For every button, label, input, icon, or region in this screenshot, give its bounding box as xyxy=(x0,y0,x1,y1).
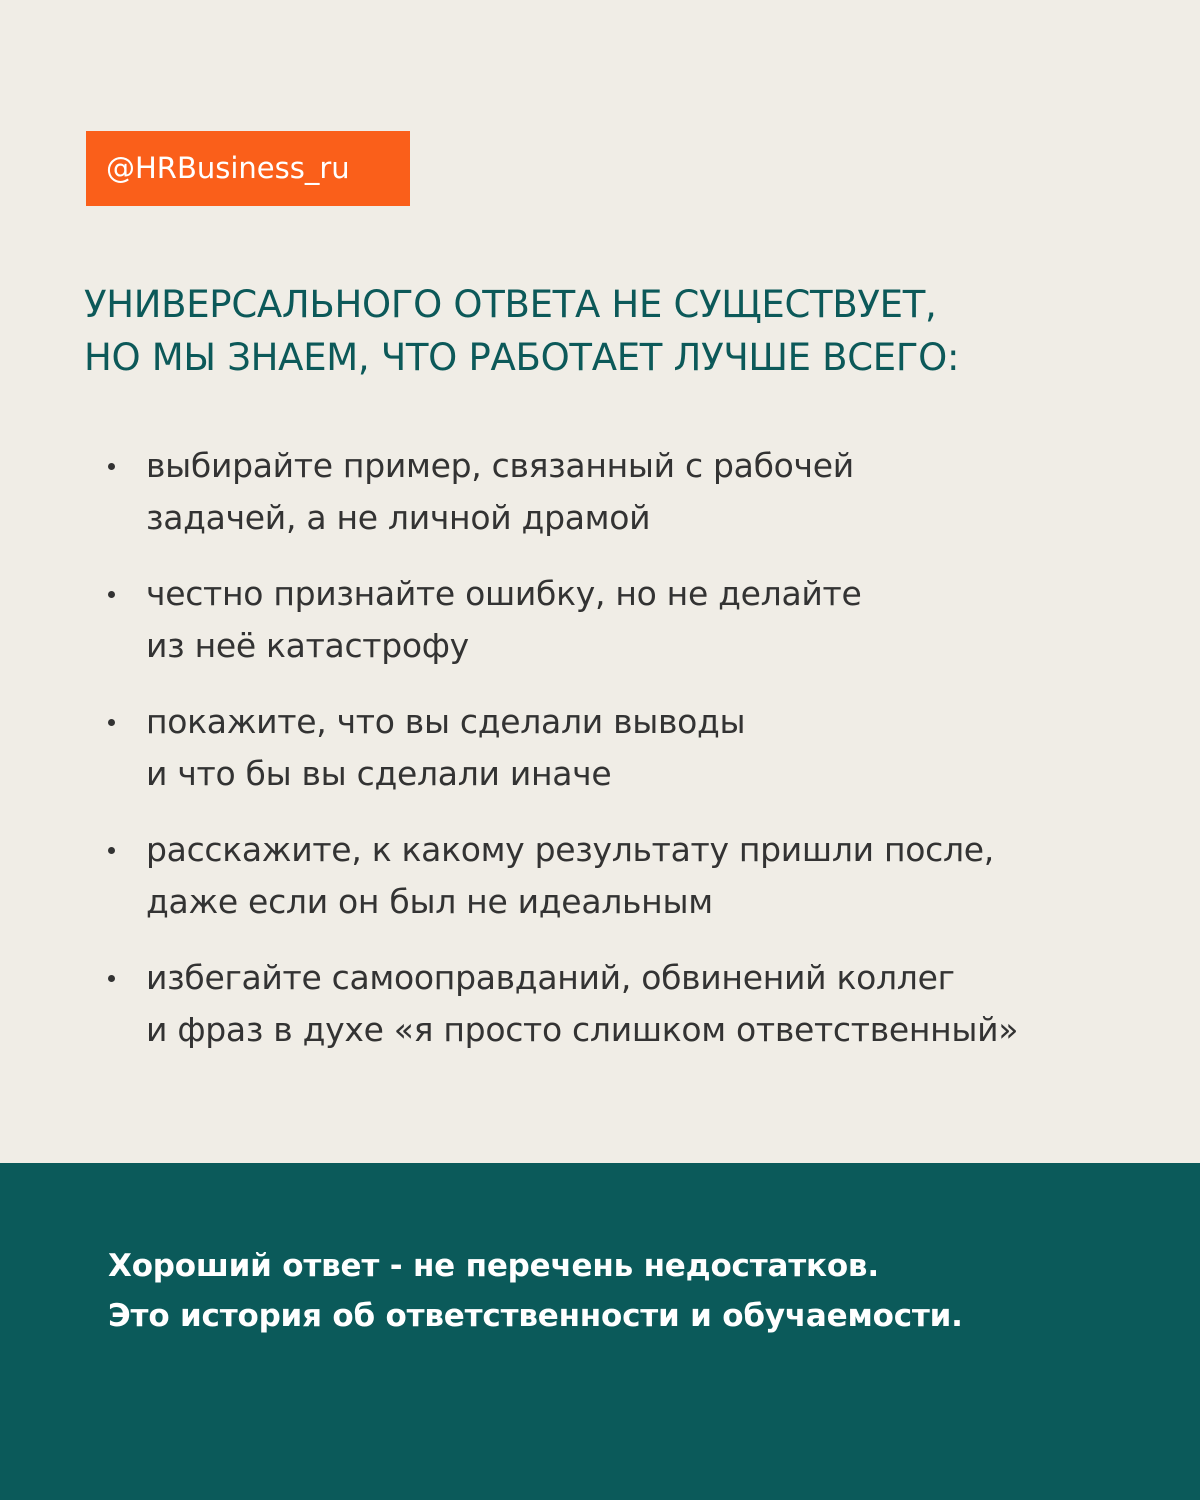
conclusion-line-1: Хороший ответ - не перечень недостатков. xyxy=(108,1248,879,1284)
tip-item xyxy=(104,824,1164,928)
tip-item xyxy=(104,440,1164,544)
tip-text-line-1: избегайте самооправданий, обвинений коллег xyxy=(146,958,955,997)
tip-text-line-2: и что бы вы сделали иначе xyxy=(146,754,612,793)
tip-item xyxy=(104,568,1164,672)
tips-list xyxy=(104,440,1164,1080)
conclusion-line-2: Это история об ответственности и обучаемости. xyxy=(108,1298,963,1334)
tip-text-line-1: честно признайте ошибку, но не делайте xyxy=(146,574,862,613)
handle-badge: @HRBusiness_ru xyxy=(86,131,410,206)
bullet-dot-icon xyxy=(108,591,115,598)
headline-line-2: НО МЫ ЗНАЕМ, ЧТО РАБОТАЕТ ЛУЧШЕ ВСЕГО: xyxy=(84,336,960,379)
tip-text-line-1: покажите, что вы сделали выводы xyxy=(146,702,746,741)
headline-line-1: УНИВЕРСАЛЬНОГО ОТВЕТА НЕ СУЩЕСТВУЕТ, xyxy=(84,283,937,326)
tip-item xyxy=(104,952,1164,1056)
tip-text-line-2: даже если он был не идеальным xyxy=(146,882,713,921)
tip-text-line-2: из неё катастрофу xyxy=(146,626,469,665)
bullet-dot-icon xyxy=(108,463,115,470)
bullet-dot-icon xyxy=(108,719,115,726)
bullet-dot-icon xyxy=(108,847,115,854)
tip-text-line-2: задачей, а не личной драмой xyxy=(146,498,651,537)
headline xyxy=(84,278,1144,384)
tip-text-line-2: и фраз в духе «я просто слишком ответственный» xyxy=(146,1010,1019,1049)
bullet-dot-icon xyxy=(108,975,115,982)
tip-text-line-1: расскажите, к какому результату пришли после, xyxy=(146,830,994,869)
conclusion-text xyxy=(108,1241,1168,1341)
tip-item xyxy=(104,696,1164,800)
tip-text-line-1: выбирайте пример, связанный с рабочей xyxy=(146,446,854,485)
